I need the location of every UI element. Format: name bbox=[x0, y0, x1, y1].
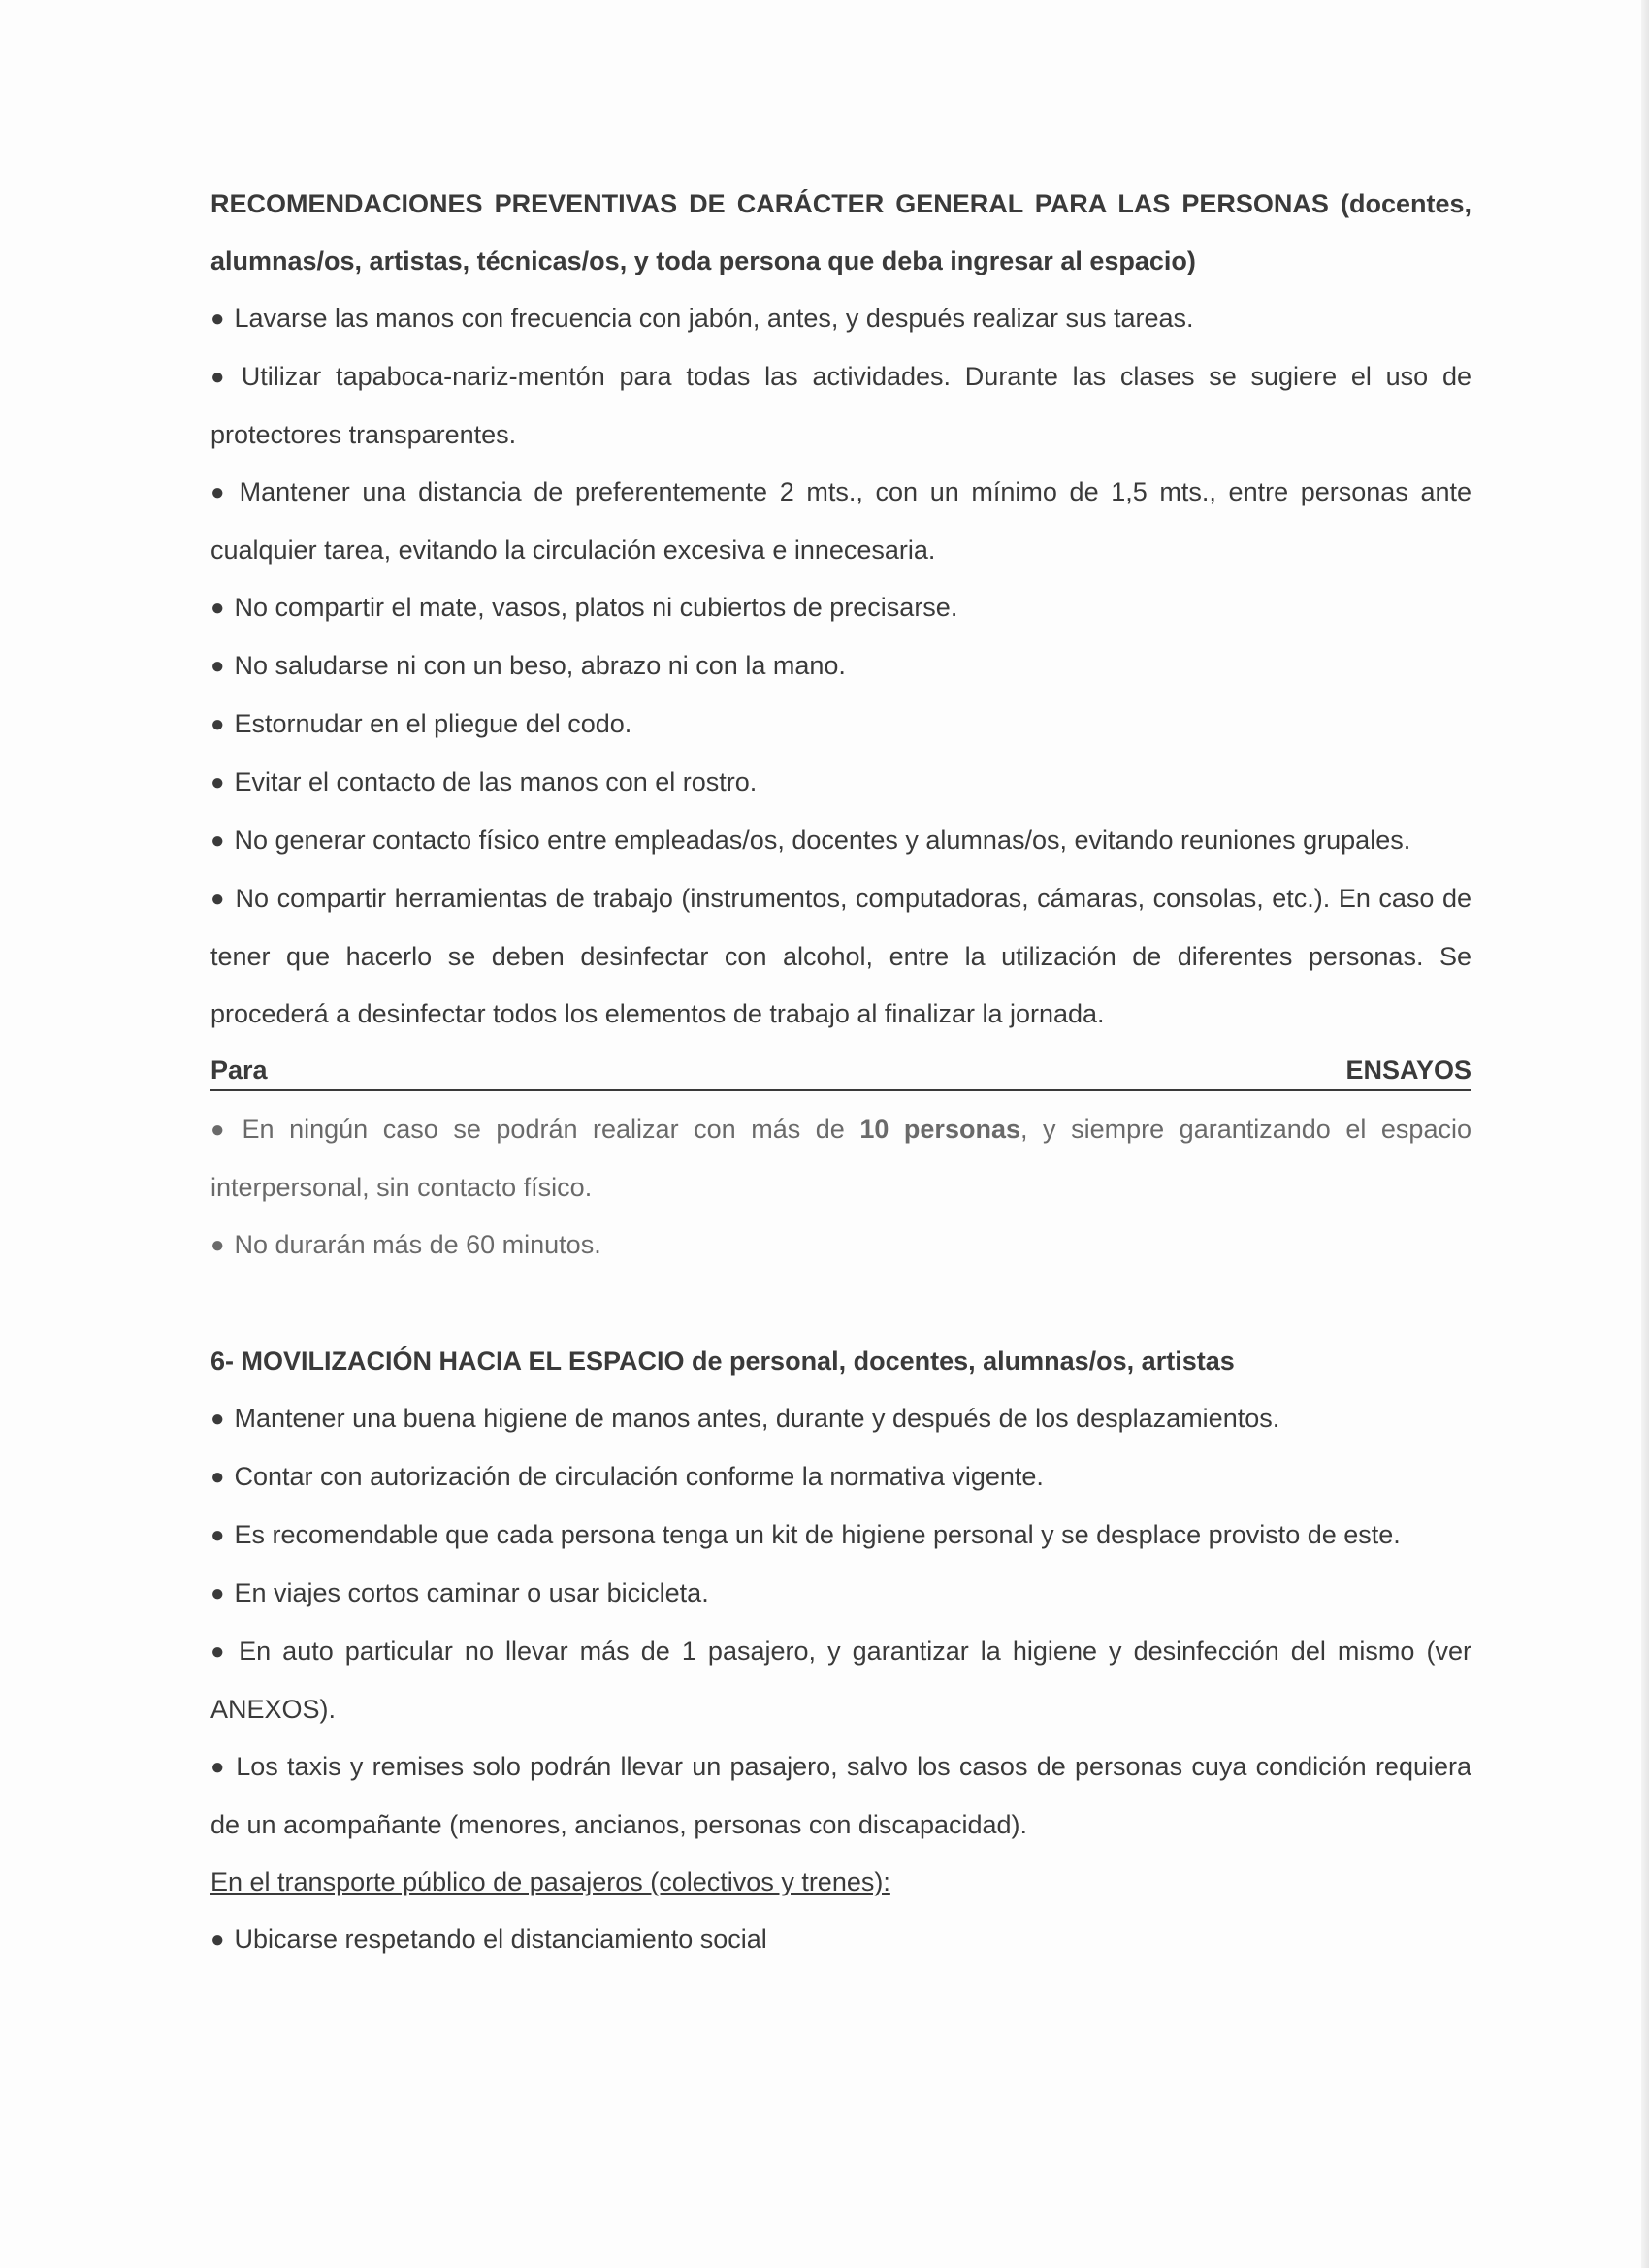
ensayos-header bbox=[210, 1051, 1471, 1091]
list-item-text: Contar con autorización de circulación conforme la normativa vigente. bbox=[234, 1462, 1044, 1491]
list-item-text: No compartir el mate, vasos, platos ni cubiertos de precisarse. bbox=[234, 593, 958, 622]
list-item bbox=[210, 1623, 1471, 1738]
list-item-text: En auto particular no llevar más de 1 pasajero, y garantizar la higiene y desinfección del mismo (ver ANEXOS). bbox=[210, 1636, 1471, 1724]
list-item bbox=[210, 1216, 1471, 1275]
ensayos-label-left: Para bbox=[210, 1055, 268, 1085]
bullet-icon: ● bbox=[210, 1406, 225, 1432]
list-item-text: En ningún caso se podrán realizar con más de bbox=[242, 1115, 860, 1144]
list-item bbox=[210, 696, 1471, 754]
list-item-text: No compartir herramientas de trabajo (instrumentos, computadoras, cámaras, consolas, etc.). En caso de tener que hacerlo se deben desinfectar con alcohol, entre la utilización de diferentes personas. Se procederá a desinfectar todos los elementos de trabajo al finalizar la jornada. bbox=[210, 884, 1471, 1028]
list-item bbox=[210, 1448, 1471, 1507]
transport-subheading: En el transporte público de pasajeros (colectivos y trenes): bbox=[210, 1867, 890, 1896]
list-item-text: Evitar el contacto de las manos con el rostro. bbox=[234, 767, 758, 796]
bullet-icon: ● bbox=[210, 306, 225, 332]
list-item bbox=[210, 1738, 1471, 1854]
list-item-text: Mantener una buena higiene de manos antes, durante y después de los desplazamientos. bbox=[234, 1404, 1280, 1433]
list-item bbox=[210, 579, 1471, 637]
bullet-icon: ● bbox=[210, 827, 225, 854]
list-item bbox=[210, 812, 1471, 870]
list-item-text: Es recomendable que cada persona tenga un kit de higiene personal y se desplace provisto de este. bbox=[234, 1520, 1401, 1549]
list-item-text: Utilizar tapaboca-nariz-mentón para todas las actividades. Durante las clases se sugiere el uso de protectores transparentes. bbox=[210, 362, 1471, 449]
bullet-icon: ● bbox=[210, 769, 225, 795]
bullet-icon: ● bbox=[210, 1117, 233, 1143]
list-item-text: En viajes cortos caminar o usar bicicleta. bbox=[234, 1578, 709, 1607]
list-item bbox=[210, 290, 1471, 348]
bullet-icon: ● bbox=[210, 595, 225, 621]
list-item-text: Mantener una distancia de preferentemente 2 mts., con un mínimo de 1,5 mts., entre personas ante cualquier tarea, evitando la circulación excesiva e innecesaria. bbox=[210, 477, 1472, 565]
list-item bbox=[210, 348, 1471, 464]
section-heading-recomendaciones: RECOMENDACIONES PREVENTIVAS DE CARÁCTER GENERAL PARA LAS PERSONAS (docentes, alumnas/os, artistas, técnicas/os, y toda persona que deba ingresar al espacio) bbox=[210, 189, 1471, 275]
list-item-text: Lavarse las manos con frecuencia con jabón, antes, y después realizar sus tareas. bbox=[234, 304, 1194, 333]
bullet-icon: ● bbox=[210, 1638, 230, 1665]
ensayos-label-right: ENSAYOS bbox=[1345, 1055, 1471, 1085]
list-item-text: No generar contacto físico entre empleadas/os, docentes y alumnas/os, evitando reuniones grupales. bbox=[234, 826, 1411, 855]
bullet-icon: ● bbox=[210, 1464, 225, 1490]
bullet-icon: ● bbox=[210, 886, 226, 912]
bullet-icon: ● bbox=[210, 1754, 227, 1780]
emphasis-text: 10 personas bbox=[859, 1115, 1020, 1144]
list-item-text: No saludarse ni con un beso, abrazo ni con la mano. bbox=[234, 651, 846, 680]
bullet-icon: ● bbox=[210, 711, 225, 737]
bullet-icon: ● bbox=[210, 479, 230, 505]
bullet-icon: ● bbox=[210, 1232, 225, 1258]
list-item bbox=[210, 1565, 1471, 1623]
list-item bbox=[210, 1390, 1471, 1448]
page-edge bbox=[1641, 0, 1649, 2268]
list-item bbox=[210, 870, 1471, 1043]
list-item-text: Ubicarse respetando el distanciamiento social bbox=[234, 1925, 767, 1954]
list-item-text: No durarán más de 60 minutos. bbox=[234, 1230, 601, 1259]
section-spacer bbox=[210, 1275, 1471, 1333]
document-body bbox=[210, 176, 1471, 1969]
bullet-icon: ● bbox=[210, 1522, 225, 1548]
list-item-text: Los taxis y remises solo podrán llevar un pasajero, salvo los casos de personas cuya condición requiera de un acompañante (menores, ancianos, personas con discapacidad). bbox=[210, 1752, 1472, 1839]
bullet-icon: ● bbox=[210, 364, 232, 390]
list-item bbox=[210, 464, 1471, 579]
bullet-icon: ● bbox=[210, 653, 225, 679]
list-item-text: Estornudar en el pliegue del codo. bbox=[234, 709, 632, 738]
list-item-text: , y siempre garantizando el espacio interpersonal, sin contacto físico. bbox=[210, 1115, 1471, 1202]
bullet-icon: ● bbox=[210, 1580, 225, 1606]
list-item bbox=[210, 1507, 1471, 1565]
list-item bbox=[210, 754, 1471, 812]
section-heading-movilizacion: 6- MOVILIZACIÓN HACIA EL ESPACIO de personal, docentes, alumnas/os, artistas bbox=[210, 1346, 1235, 1376]
list-item bbox=[210, 1101, 1471, 1216]
list-item bbox=[210, 637, 1471, 696]
list-item bbox=[210, 1911, 1471, 1969]
bullet-icon: ● bbox=[210, 1927, 225, 1953]
